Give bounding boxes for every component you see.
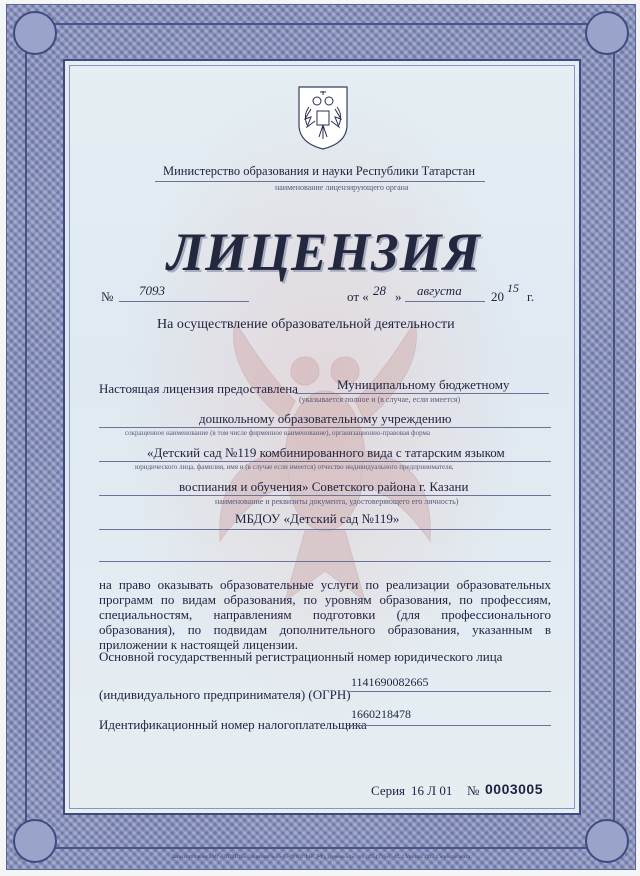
year-label: г.	[527, 289, 535, 304]
inn-value: 1660218478	[351, 707, 411, 721]
grant-line-4: воспиания и обучения» Советского района г. Казани	[179, 479, 469, 494]
grant-line-1-underline	[295, 393, 549, 394]
ogrn-label-2: (индивидуального предпринимателя) (ОГРН)	[99, 687, 351, 702]
license-title: ЛИЦЕНЗИЯ	[167, 222, 481, 282]
series-code: 16 Л 01	[411, 783, 453, 798]
date-close-quote: »	[395, 289, 402, 304]
number-label: №	[101, 289, 114, 304]
grant-caption-3: юридического лица, фамилия, имя и (в случае если имеется) отчество индивидуального предпринимателя,	[135, 463, 454, 471]
series-number-label: №	[467, 783, 480, 798]
issuer-name: Министерство образования и науки Республики Татарстан	[163, 164, 476, 178]
date-month-underline	[405, 301, 485, 302]
year-prefix: 20	[491, 289, 504, 304]
grant-line-5-underline	[99, 529, 551, 530]
inn-underline	[347, 725, 551, 726]
date-day: 28	[373, 283, 386, 298]
grant-caption-1: (указывается полное и (в случае, если имеется)	[299, 395, 461, 404]
printer-footer: Заказ изготовлен ЗАО «ОПЦИОН» (лицензия № 05-05-09/003 ФНС РФ), уровень «А», тел. (495) 726-47-42, г. Москва, 2013 г. www.opcion.ru	[171, 855, 471, 860]
series-number: 0003005	[485, 781, 544, 797]
certificate-body	[63, 59, 581, 815]
russian-coat-of-arms-icon	[295, 85, 351, 151]
blank-underline	[99, 561, 551, 562]
year-suffix: 15	[507, 281, 519, 295]
ogrn-label-1: Основной государственный регистрационный номер юридического лица	[99, 649, 503, 664]
date-month: августа	[417, 283, 462, 298]
grant-line-2: дошкольному образовательному учреждению	[199, 411, 452, 426]
grant-lead: Настоящая лицензия предоставлена	[99, 381, 298, 396]
license-number: 7093	[139, 283, 165, 298]
ogrn-value: 1141690082665	[351, 675, 429, 689]
corner-ornament	[585, 11, 629, 55]
ogrn-underline	[347, 691, 551, 692]
certificate-sheet	[6, 4, 636, 870]
rights-paragraph: на право оказывать образовательные услуги по реализации образовательных программ по видам образования, по уровням образования, по профессиям, специальностям, направлениям подготовки (для профессионального образования), по подвидам дополнительного образования, указанным в приложении к настоящей лицензии.	[99, 577, 551, 652]
series-label: Серия	[371, 783, 406, 798]
issuer-caption: наименование лицензирующего органа	[275, 183, 409, 192]
grant-line-3-underline	[99, 461, 551, 462]
grant-line-5: МБДОУ «Детский сад №119»	[235, 511, 400, 526]
grant-line-2-underline	[99, 427, 551, 428]
number-underline	[119, 301, 249, 302]
issuer-underline	[155, 181, 485, 182]
corner-ornament	[13, 11, 57, 55]
inn-label: Идентификационный номер налогоплательщика	[99, 717, 367, 732]
grant-line-3: «Детский сад №119 комбинированного вида с татарским языком	[147, 445, 505, 460]
grant-line-4-underline	[99, 495, 551, 496]
license-subtitle: На осуществление образовательной деятельности	[157, 317, 455, 332]
date-from-label: от «	[347, 289, 369, 304]
grant-caption-2: сокращенное наименование (в том числе фирменное наименование), организационно-правовая форма	[125, 429, 430, 437]
grant-line-1: Муниципальному бюджетному	[337, 377, 510, 392]
grant-caption-4: наименование и реквизиты документа, удостоверяющего его личность)	[215, 497, 459, 506]
